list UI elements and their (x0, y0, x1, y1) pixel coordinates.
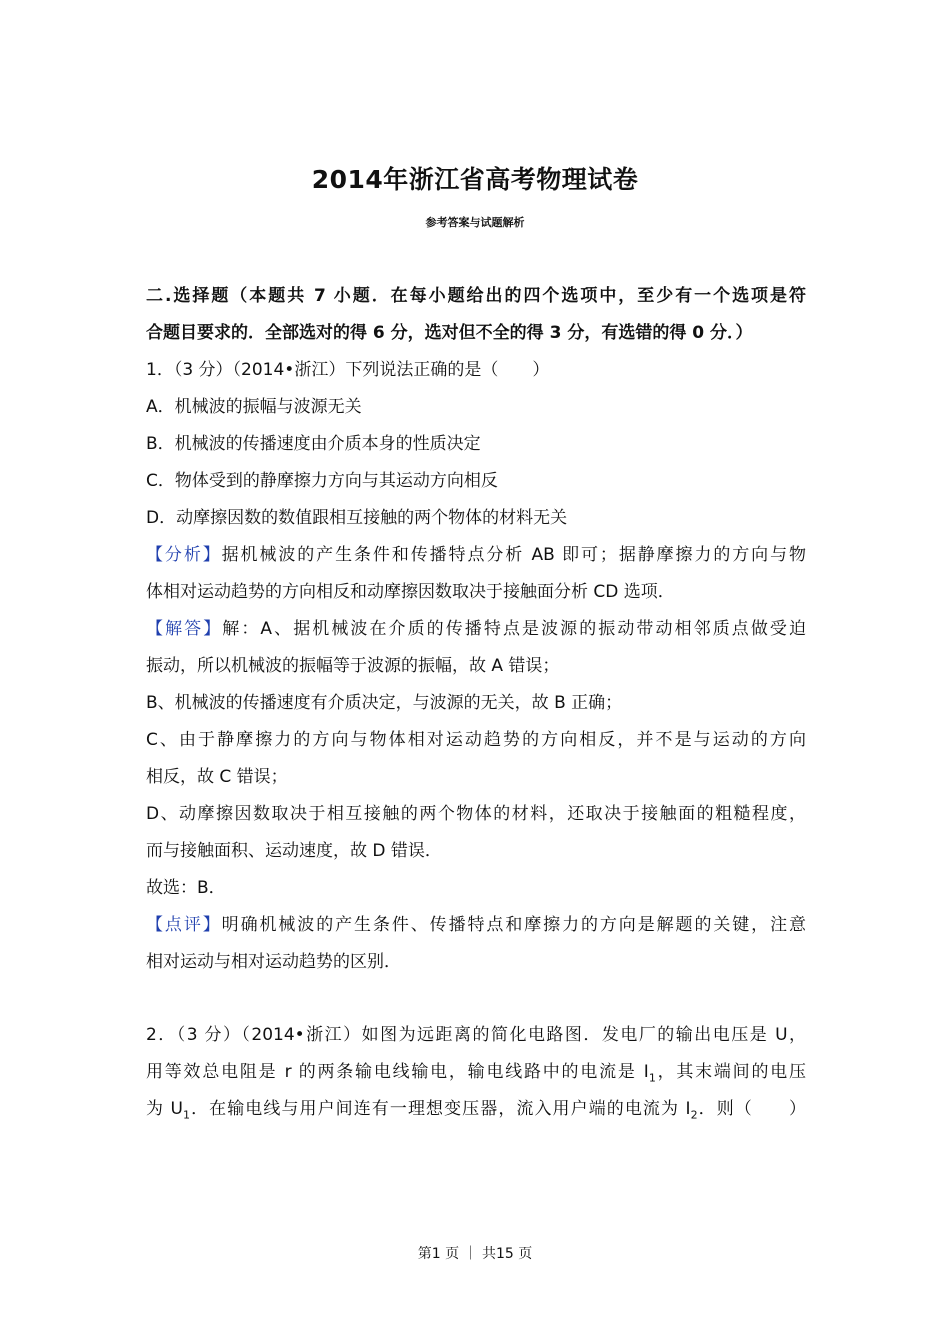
q2-line3-part-a: 为 U (146, 1099, 183, 1119)
q2-line3-part-c: ．则（ ） (697, 1099, 807, 1119)
comment-tag: 【点评】 (146, 915, 222, 935)
question-1-stem: 1．（3 分）（2014•浙江）下列说法正确的是（ ） (146, 360, 550, 380)
question-1-analysis-line-2: 体相对运动趋势的方向相反和动摩擦因数取决于接触面分析 CD 选项． (146, 582, 675, 602)
question-1-option-a: A．机械波的振幅与波源无关 (146, 397, 362, 417)
q2-line2-part-a: 用等效总电阻是 r 的两条输电线输电，输电线路中的电流是 I (146, 1062, 649, 1082)
q2-line3-subscript-1: 1 (183, 1108, 190, 1122)
question-1-answer-line-3: B、机械波的传播速度有介质决定，与波源的无关，故 B 正确； (146, 693, 623, 713)
question-1-analysis-line-1 (146, 544, 806, 566)
q2-line2-subscript: 1 (648, 1071, 656, 1085)
question-1-comment-line-2: 相对运动与相对运动趋势的区别． (146, 952, 401, 972)
question-1-answer-line-2: 振动，所以机械波的振幅等于波源的振幅，故 A 错误； (146, 656, 560, 676)
question-1-answer-line-7: 而与接触面积、运动速度，故 D 错误． (146, 841, 442, 861)
document-subtitle: 参考答案与试题解析 (425, 216, 525, 229)
document-title: 2014年浙江省高考物理试卷 (311, 165, 639, 194)
question-2-line-3 (146, 1098, 806, 1120)
question-1-choice: 故选：B． (146, 878, 226, 898)
question-1-comment-line-1 (146, 914, 806, 936)
q2-line2-part-b: ，其末端间的电压 (655, 1062, 807, 1082)
section-heading-line-1: 二.选择题（本题共 7 小题．在每小题给出的四个选项中，至少有一个选项是符 (146, 286, 806, 306)
comment-text-1: 明确机械波的产生条件、传播特点和摩擦力的方向是解题的关键，注意 (221, 915, 807, 935)
question-1-option-d: D．动摩擦因数的数值跟相互接触的两个物体的材料无关 (146, 508, 568, 528)
q2-line3-subscript-2: 2 (690, 1108, 698, 1122)
question-1-answer-line-1 (146, 618, 806, 640)
question-1-answer-line-6: D、动摩擦因数取决于相互接触的两个物体的材料，还取决于接触面的粗糙程度， (146, 804, 806, 824)
analysis-text-1: 据机械波的产生条件和传播特点分析 AB 即可；据静摩擦力的方向与物 (221, 545, 806, 565)
question-2-line-2 (146, 1061, 806, 1083)
page-footer: 第1 页 ｜ 共15 页 (417, 1246, 533, 1262)
question-1-answer-line-5: 相反，故 C 错误； (146, 767, 288, 787)
question-2-line-1: 2．（3 分）（2014•浙江）如图为远距离的简化电路图．发电厂的输出电压是 U， (146, 1025, 807, 1045)
answer-text-1: 解：A、据机械波在介质的传播特点是波源的振动带动相邻质点做受迫 (222, 619, 806, 639)
question-1-option-b: B．机械波的传播速度由介质本身的性质决定 (146, 434, 481, 454)
question-1-option-c: C．物体受到的静摩擦力方向与其运动方向相反 (146, 471, 498, 491)
q2-line3-part-b: ．在输电线与用户间连有一理想变压器，流入用户端的电流为 I (190, 1099, 691, 1119)
section-heading-line-2: 合题目要求的．全部选对的得 6 分，选对但不全的得 3 分，有选错的得 0 分．） (146, 323, 753, 343)
analysis-tag: 【分析】 (146, 545, 222, 565)
question-1-answer-line-4: C、由于静摩擦力的方向与物体相对运动趋势的方向相反，并不是与运动的方向 (146, 730, 806, 750)
answer-tag: 【解答】 (146, 619, 223, 639)
